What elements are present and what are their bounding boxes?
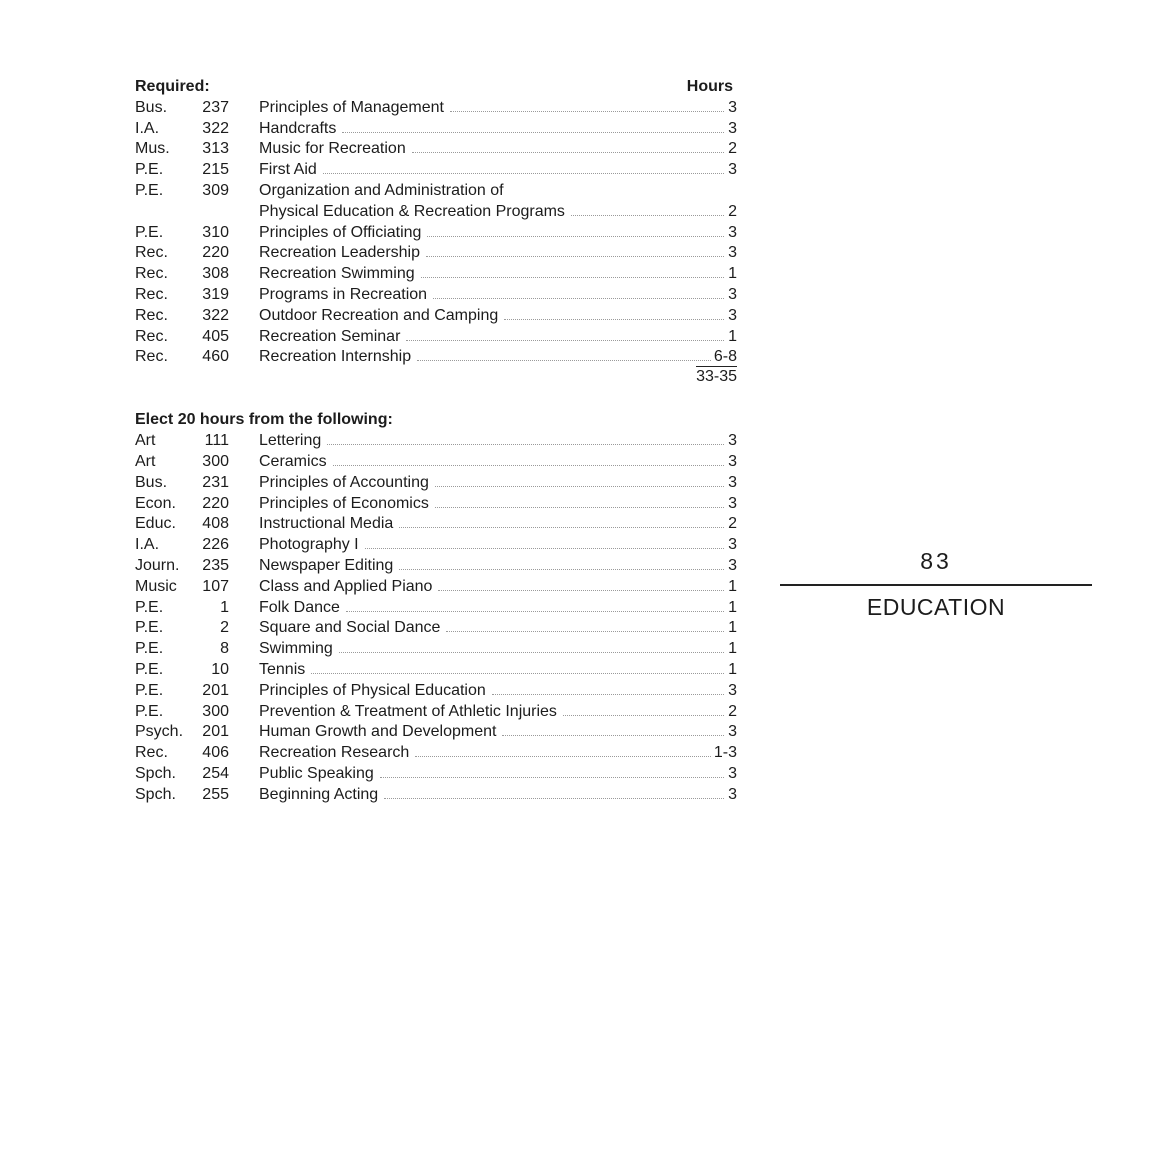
course-row [135,262,737,283]
course-hours: 1 [728,660,737,678]
course-hours: 3 [728,244,737,262]
course-title: Human Growth and Development [259,723,497,741]
dot-leader [323,172,724,174]
course-number: 408 [202,515,229,533]
course-department: I.A. [135,536,160,554]
course-hours: 1 [728,577,737,595]
required-total-hours: 33-35 [696,368,737,386]
course-row [135,200,737,221]
course-hours: 1 [728,640,737,658]
course-title: Recreation Seminar [259,327,401,345]
course-title: Handcrafts [259,119,337,137]
course-title: Prevention & Treatment of Athletic Injuries [259,702,557,720]
course-listing [135,74,737,804]
course-row [135,679,737,700]
course-hours: 3 [728,432,737,450]
course-title: Outdoor Recreation and Camping [259,306,499,324]
dot-leader [342,131,724,133]
course-row [135,721,737,742]
course-department: Art [135,432,156,450]
course-number: 319 [202,285,229,303]
course-title: Principles of Economics [259,494,429,512]
course-hours: 1 [728,619,737,637]
dot-leader [435,506,724,508]
course-row [135,700,737,721]
course-number: 220 [202,244,229,262]
course-row [135,617,737,638]
course-row [135,158,737,179]
course-hours: 3 [728,494,737,512]
course-number: 2 [220,619,229,637]
dot-leader [365,547,724,549]
elective-course-list [135,429,737,803]
dot-leader [333,464,724,466]
course-title: Physical Education & Recreation Programs [259,202,565,220]
course-hours: 1 [728,327,737,345]
dot-leader [492,693,724,695]
course-hours: 3 [728,285,737,303]
course-hours: 3 [728,306,737,324]
course-number: 237 [202,98,229,116]
course-department: Educ. [135,515,176,533]
course-title: Programs in Recreation [259,285,428,303]
course-row [135,96,737,117]
dot-leader [412,151,724,153]
dot-leader [399,526,724,528]
dot-leader [380,776,724,778]
course-department: Art [135,452,156,470]
course-hours: 3 [728,161,737,179]
course-number: 300 [202,452,229,470]
required-header [135,74,737,96]
dot-leader [339,651,724,653]
course-row [135,179,737,200]
course-row [135,283,737,304]
course-department: Rec. [135,327,168,345]
dot-leader [311,672,724,674]
course-hours: 6-8 [713,348,737,366]
course-department: P.E. [135,660,164,678]
course-hours: 3 [728,473,737,491]
dot-leader [384,797,724,799]
dot-leader [426,255,724,257]
course-hours: 2 [728,702,737,720]
course-department: Rec. [135,285,168,303]
course-title: Public Speaking [259,764,374,782]
course-title: Square and Social Dance [259,619,441,637]
course-row [135,221,737,242]
course-hours: 3 [728,223,737,241]
course-number: 111 [204,432,229,450]
course-row [135,304,737,325]
course-title: Music for Recreation [259,140,406,158]
course-title: Recreation Research [259,744,410,762]
course-row [135,429,737,450]
course-number: 406 [202,744,229,762]
course-hours: 1 [728,265,737,283]
course-department: Econ. [135,494,176,512]
course-title: Ceramics [259,452,327,470]
course-department: I.A. [135,119,160,137]
dot-leader [433,297,724,299]
course-department: Rec. [135,744,168,762]
course-hours: 1 [728,598,737,616]
course-department: Psych. [135,723,184,741]
course-hours: 3 [728,119,737,137]
course-title: Principles of Accounting [259,473,429,491]
dot-leader [504,318,724,320]
elective-heading: Elect 20 hours from the following: [135,411,393,429]
course-department: Spch. [135,785,176,803]
course-row [135,533,737,554]
section-title: EDUCATION [866,594,1006,620]
course-row [135,117,737,138]
course-number: 8 [220,640,229,658]
course-row [135,658,737,679]
course-department: Music [135,577,177,595]
dot-leader [399,568,724,570]
course-number: 300 [202,702,229,720]
course-row [135,575,737,596]
course-title: Instructional Media [259,515,394,533]
course-row [135,325,737,346]
course-title: Photography I [259,536,359,554]
course-department: P.E. [135,640,164,658]
dot-leader [406,339,724,341]
course-title: Recreation Swimming [259,265,415,283]
course-title: Principles of Physical Education [259,681,486,699]
course-number: 201 [202,723,229,741]
dot-leader [417,359,711,361]
course-title: Principles of Officiating [259,223,422,241]
course-department: P.E. [135,702,164,720]
page-number: 83 [920,548,952,574]
dot-leader [415,755,711,757]
course-department: P.E. [135,223,164,241]
course-hours: 3 [728,536,737,554]
dot-leader [421,276,724,278]
course-title: Newspaper Editing [259,556,394,574]
course-number: 10 [211,660,229,678]
course-department: P.E. [135,598,164,616]
course-number: 220 [202,494,229,512]
course-title: Class and Applied Piano [259,577,433,595]
course-number: 201 [202,681,229,699]
course-number: 310 [202,223,229,241]
course-department: Rec. [135,244,168,262]
dot-leader [502,734,724,736]
dot-leader [435,485,724,487]
dot-leader [438,589,724,591]
course-title: Folk Dance [259,598,340,616]
course-row [135,492,737,513]
dot-leader [327,443,724,445]
course-title: Tennis [259,660,306,678]
course-number: 322 [202,306,229,324]
course-hours: 3 [728,98,737,116]
course-department: P.E. [135,619,164,637]
course-row [135,242,737,263]
course-number: 313 [202,140,229,158]
course-row [135,741,737,762]
hours-heading: Hours [686,78,733,95]
course-department: Bus. [135,98,168,116]
course-hours: 3 [728,556,737,574]
course-number: 107 [202,577,229,595]
course-hours: 2 [728,515,737,533]
course-number: 1 [220,598,229,616]
course-number: 226 [202,536,229,554]
course-number: 231 [202,473,229,491]
course-hours: 3 [728,764,737,782]
page-sidebar [780,546,1092,621]
course-number: 235 [202,556,229,574]
course-department: P.E. [135,681,164,699]
course-number: 460 [202,348,229,366]
required-heading: Required: [135,78,210,95]
course-title: Lettering [259,432,322,450]
course-department: Rec. [135,348,168,366]
course-row [135,471,737,492]
course-hours: 3 [728,723,737,741]
course-department: Mus. [135,140,170,158]
course-row [135,138,737,159]
course-hours: 2 [728,202,737,220]
dot-leader [446,630,724,632]
course-department: Rec. [135,265,168,283]
course-number: 405 [202,327,229,345]
course-number: 322 [202,119,229,137]
course-row [135,450,737,471]
course-department: Journ. [135,556,180,574]
course-department: Rec. [135,306,168,324]
dot-leader [427,235,724,237]
course-number: 308 [202,265,229,283]
course-number: 254 [202,764,229,782]
course-row [135,554,737,575]
course-title: Recreation Leadership [259,244,420,262]
required-course-list [135,96,737,366]
course-row [135,783,737,804]
course-department: P.E. [135,181,164,199]
course-row [135,513,737,534]
course-department: Spch. [135,764,176,782]
course-title: Recreation Internship [259,348,412,366]
course-row [135,596,737,617]
course-row [135,762,737,783]
course-row [135,637,737,658]
course-hours: 3 [728,785,737,803]
course-row [135,346,737,367]
course-hours: 2 [728,140,737,158]
sidebar-rule [780,584,1092,586]
course-title: Swimming [259,640,333,658]
course-title: Principles of Management [259,98,444,116]
course-hours: 3 [728,452,737,470]
dot-leader [563,714,724,716]
course-department: Bus. [135,473,168,491]
course-title: Beginning Acting [259,785,379,803]
course-number: 309 [202,181,229,199]
course-number: 215 [202,161,229,179]
course-hours: 3 [728,681,737,699]
required-total-row [135,366,737,387]
course-title: First Aid [259,161,317,179]
course-hours: 1-3 [713,744,737,762]
course-department: P.E. [135,161,164,179]
dot-leader [571,214,724,216]
dot-leader [346,610,724,612]
dot-leader [450,110,724,112]
course-number: 255 [202,785,229,803]
course-title: Organization and Administration of [259,181,504,199]
